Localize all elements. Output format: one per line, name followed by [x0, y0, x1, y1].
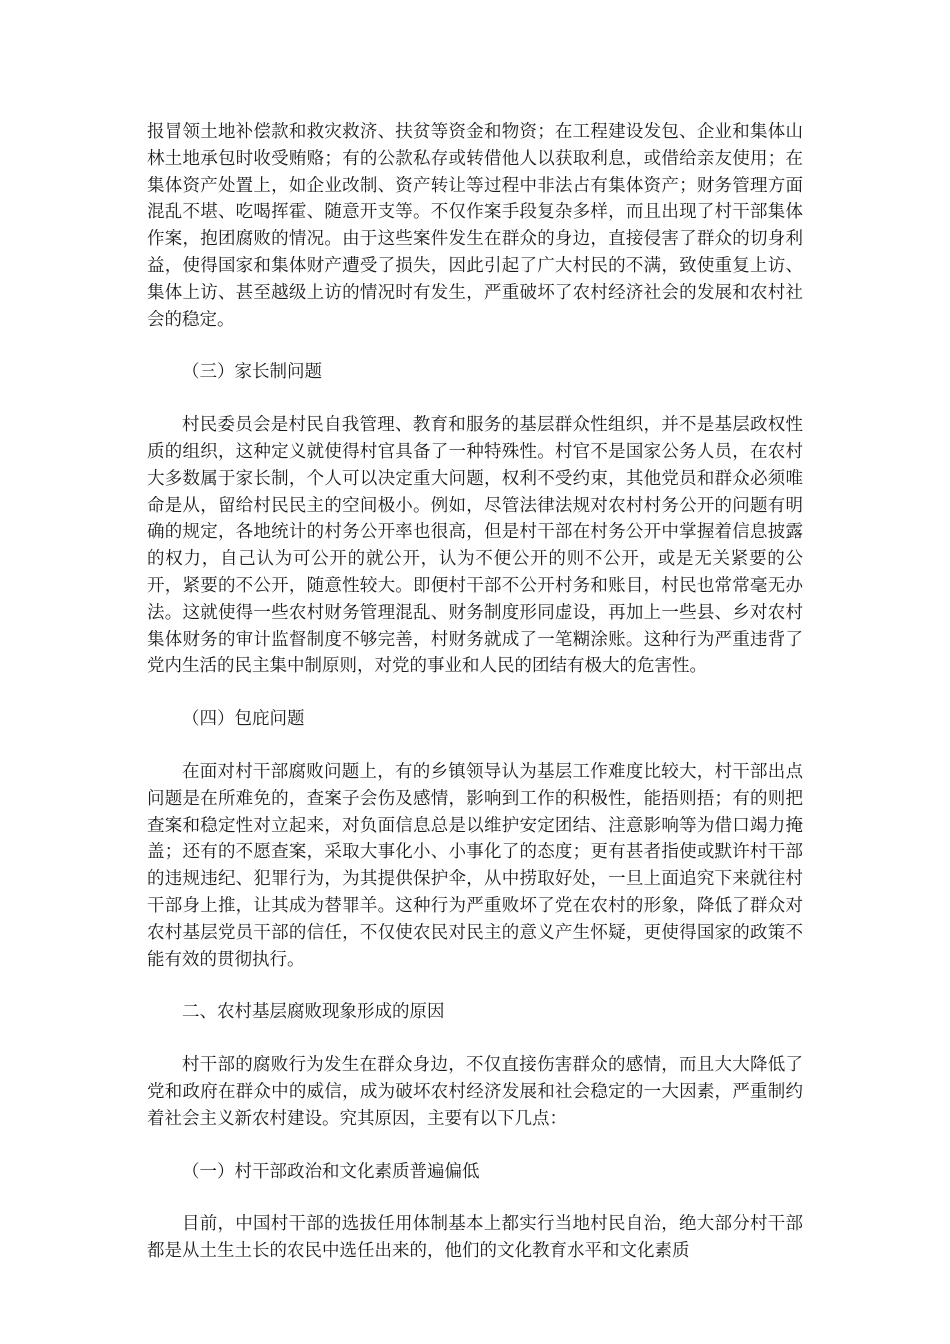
paragraph-gap: [147, 333, 803, 359]
paragraph-causes-intro: 村干部的腐败行为发生在群众身边，不仅直接伤害群众的感情，而且大大降低了党和政府在群众中的威信，成为破坏农村经济发展和社会稳定的一大因素，严重制约着社会主义新农村建设。究其原因，主要有以下几点：: [147, 1055, 803, 1129]
paragraph-shielding: 在面对村干部腐败问题上，有的乡镇领导认为基层工作难度比较大，村干部出点问题是在所难免的，查案子会伤及感情，影响到工作的积极性，能捂则捂；有的则把查案和稳定性对立起来，对负面信息总是以维护安定团结、注意影响等为借口竭力掩盖；还有的不愿查案，采取大事化小、小事化了的态度；更有甚者指使或默许村干部的违规违纪、犯罪行为，为其提供保护伞，从中捞取好处，一旦上面追究下来就往村干部身上推，让其成为替罪羊。这种行为严重败坏了党在农村的形象，降低了群众对农村基层党员干部的信任，不仅使农民对民主的意义产生怀疑，更使得国家的政策不能有效的贯彻执行。: [147, 761, 803, 970]
paragraph-gap: [147, 386, 803, 412]
paragraph-patriarchy: 村民委员会是村民自我管理、教育和服务的基层群众性组织，并不是基层政权性质的组织，这种定义就使得村官具备了一种特殊性。村官不是国家公务人员，在农村大多数属于家长制，个人可以决定重大问题，权利不受约束，其他党员和群众必须唯命是从，留给村民民主的空间极小。例如，尽管法律法规对农村村务公开的问题有明确的规定，各地统计的村务公开率也很高，但是村干部在村务公开中掌握着信息披露的权力，自己认为可公开的就公开，认为不便公开的则不公开，或是无关紧要的公开，紧要的不公开，随意性较大。即便村干部不公开村务和账目，村民也常常毫无办法。这就使得一些农村财务管理混乱、财务制度形同虚设，再加上一些县、乡对农村集体财务的审计监督制度不够完善，村财务就成了一笔糊涂账。这种行为严重违背了党内生活的民主集中制原则，对党的事业和人民的团结有极大的危害性。: [147, 415, 803, 677]
document-body: [147, 119, 803, 1265]
paragraph-gap: [147, 733, 803, 759]
paragraph-gap: [147, 1026, 803, 1052]
paragraph-gap: [147, 1185, 803, 1211]
section-heading-causes: 二、农村基层腐败现象形成的原因: [182, 1002, 445, 1023]
paragraph-quality: 目前，中国村干部的选拔任用体制基本上都实行当地村民自治，绝大部分村干部都是从土生土长的农民中选任出来的，他们的文化教育水平和文化素质: [147, 1214, 803, 1262]
section-heading-quality: （一）村干部政治和文化素质普遍偏低: [182, 1161, 480, 1182]
section-heading-shielding: （四）包庇问题: [182, 709, 305, 730]
paragraph-corruption-cases: 报冒领土地补偿款和救灾救济、扶贫等资金和物资；在工程建设发包、企业和集体山林土地承包时收受贿赂；有的公款私存或转借他人以获取利息，或借给亲友使用；在集体资产处置上，如企业改制、资产转让等过程中非法占有集体资产；财务管理方面混乱不堪、吃喝挥霍、随意开支等。不仅作案手段复杂多样，而且出现了村干部集体作案，抱团腐败的情况。由于这些案件发生在群众的身边，直接侵害了群众的切身利益，使得国家和集体财产遭受了损失，因此引起了广大村民的不满，致使重复上访、集体上访、甚至越级上访的情况时有发生，严重破坏了农村经济社会的发展和农村社会的稳定。: [147, 122, 803, 330]
paragraph-gap: [147, 1133, 803, 1159]
paragraph-gap: [147, 973, 803, 999]
paragraph-gap: [147, 680, 803, 706]
section-heading-patriarchy: （三）家长制问题: [182, 362, 322, 383]
